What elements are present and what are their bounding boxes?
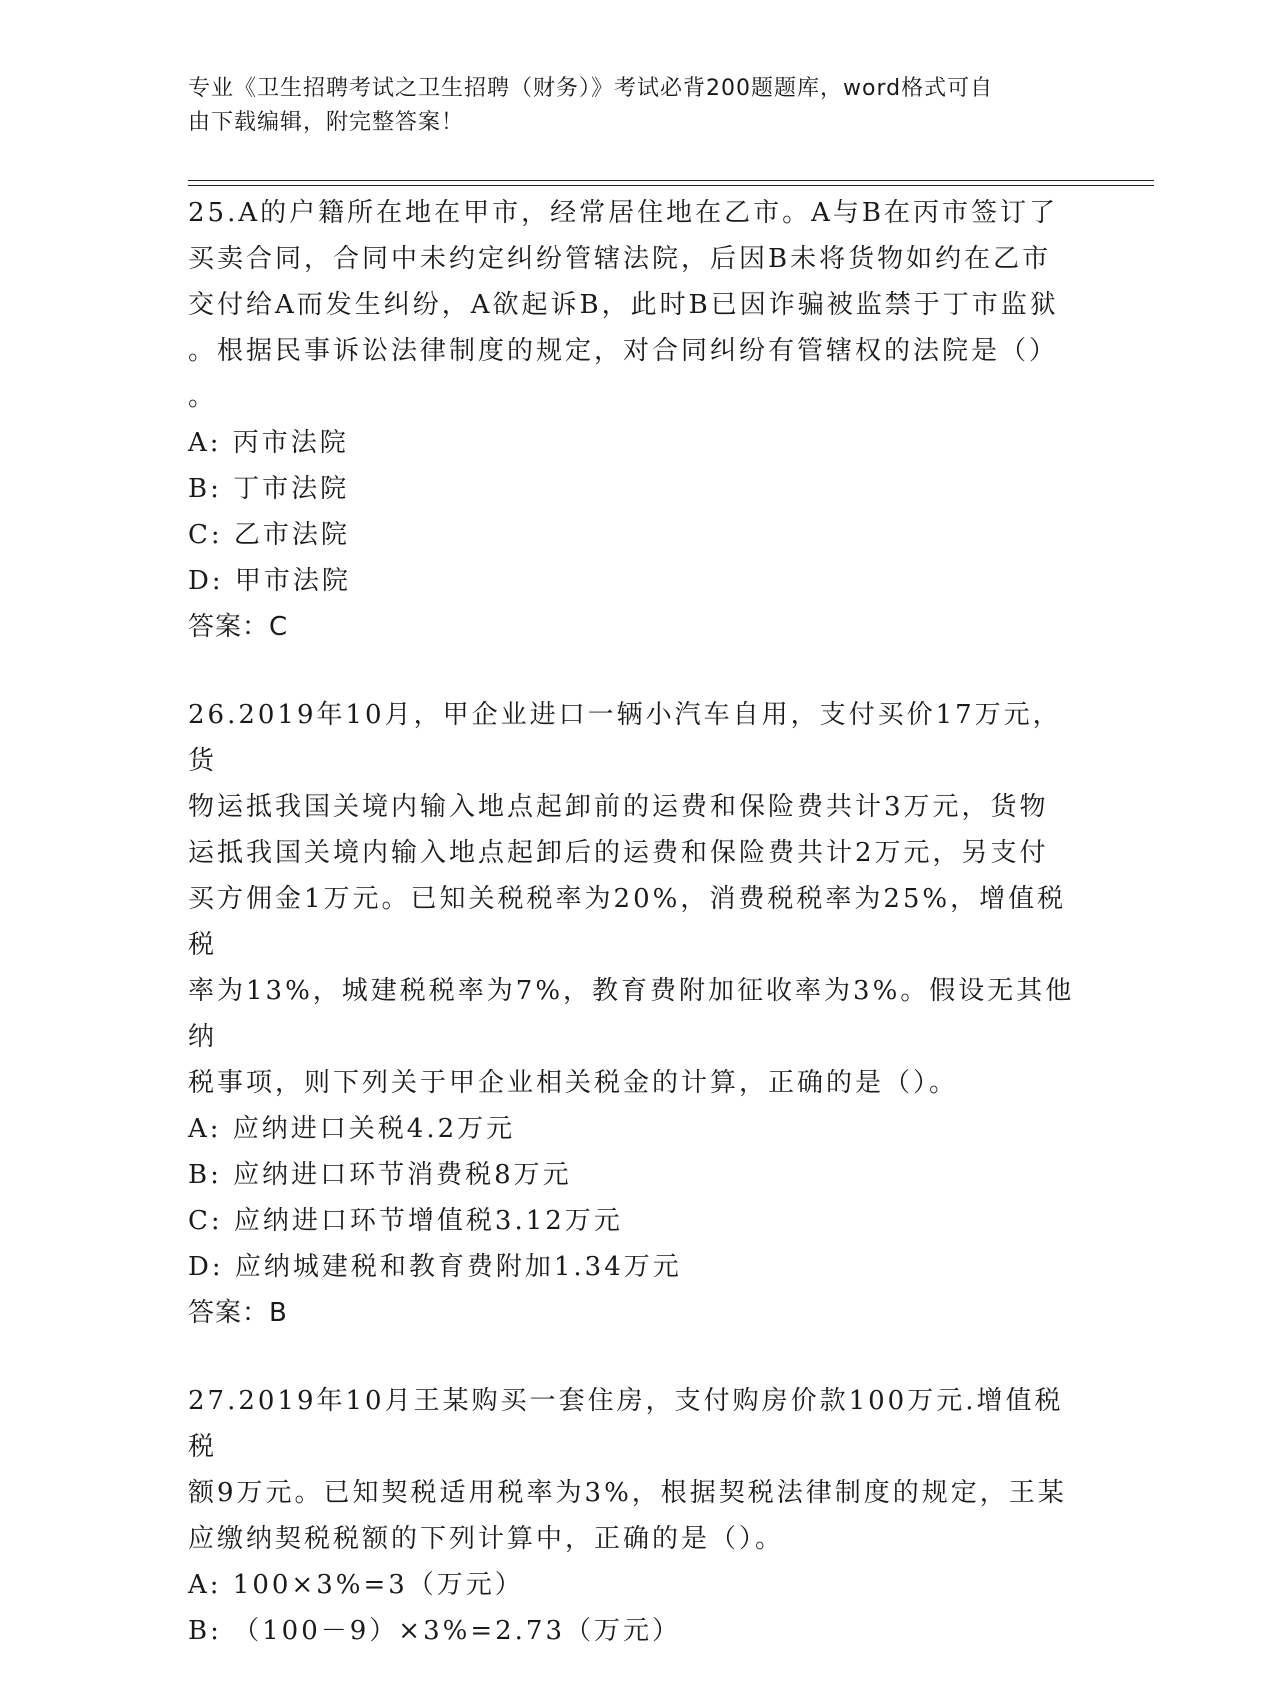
question-text-line: 26.2019年10月，甲企业进口一辆小汽车自用，支付买价17万元，货: [188, 700, 1062, 776]
header-divider-bottom: [188, 185, 1154, 186]
option-b: B: 应纳进口环节消费税8万元: [188, 1160, 572, 1190]
question-text-line: 税事项，则下列关于甲企业相关税金的计算，正确的是（）。: [188, 1068, 959, 1098]
question-list: [188, 190, 1088, 1696]
option-b: B: 丁市法院: [188, 474, 350, 504]
answer-label: 答案：C: [188, 612, 289, 642]
question-25: [188, 190, 1088, 650]
header-line-2: 由下载编辑，附完整答案！: [188, 110, 465, 135]
question-text-line: 率为13%，城建税税率为7%，教育费附加征收率为3%。假设无其他纳: [188, 976, 1075, 1052]
question-text-line: 。根据民事诉讼法律制度的规定，对合同纠纷有管辖权的法院是（）: [188, 336, 1059, 366]
question-26: [188, 692, 1088, 1336]
question-27: [188, 1378, 1088, 1654]
option-a: A: 应纳进口关税4.2万元: [188, 1114, 516, 1144]
option-c: C: 应纳进口环节增值税3.12万元: [188, 1206, 623, 1236]
question-text-line: 25.A的户籍所在地在甲市，经常居住地在乙市。A与B在丙市签订了: [188, 198, 1059, 228]
option-b: B: （100－9）×3%=2.73（万元）: [188, 1616, 682, 1646]
header-line-1: 专业《卫生招聘考试之卫生招聘（财务）》考试必背200题题库，word格式可自: [188, 76, 994, 101]
question-text-line: 。: [188, 382, 218, 412]
option-d: D: 甲市法院: [188, 566, 351, 596]
header-divider-top: [188, 180, 1154, 181]
question-text-line: 买方佣金1万元。已知关税税率为20%，消费税税率为25%，增值税税: [188, 884, 1067, 960]
document-header: [188, 72, 1068, 140]
answer-label: 答案：B: [188, 1298, 288, 1328]
option-c: C: 乙市法院: [188, 520, 350, 550]
question-text-line: 物运抵我国关境内输入地点起卸前的运费和保险费共计3万元，货物: [188, 792, 1049, 822]
question-text-line: 运抵我国关境内输入地点起卸后的运费和保险费共计2万元，另支付: [188, 838, 1049, 868]
question-text-line: 27.2019年10月王某购买一套住房，支付购房价款100万元.增值税税: [188, 1386, 1064, 1462]
question-text-line: 买卖合同，合同中未约定纠纷管辖法院，后因B未将货物如约在乙市: [188, 244, 1052, 274]
option-a: A: 丙市法院: [188, 428, 349, 458]
question-text-line: 应缴纳契税税额的下列计算中，正确的是（）。: [188, 1524, 785, 1554]
option-d: D: 应纳城建税和教育费附加1.34万元: [188, 1252, 682, 1282]
question-text-line: 交付给A而发生纠纷，A欲起诉B，此时B已因诈骗被监禁于丁市监狱: [188, 290, 1059, 320]
option-a: A: 100×3%=3（万元）: [188, 1570, 524, 1600]
question-text-line: 额9万元。已知契税适用税率为3%，根据契税法律制度的规定，王某: [188, 1478, 1067, 1508]
